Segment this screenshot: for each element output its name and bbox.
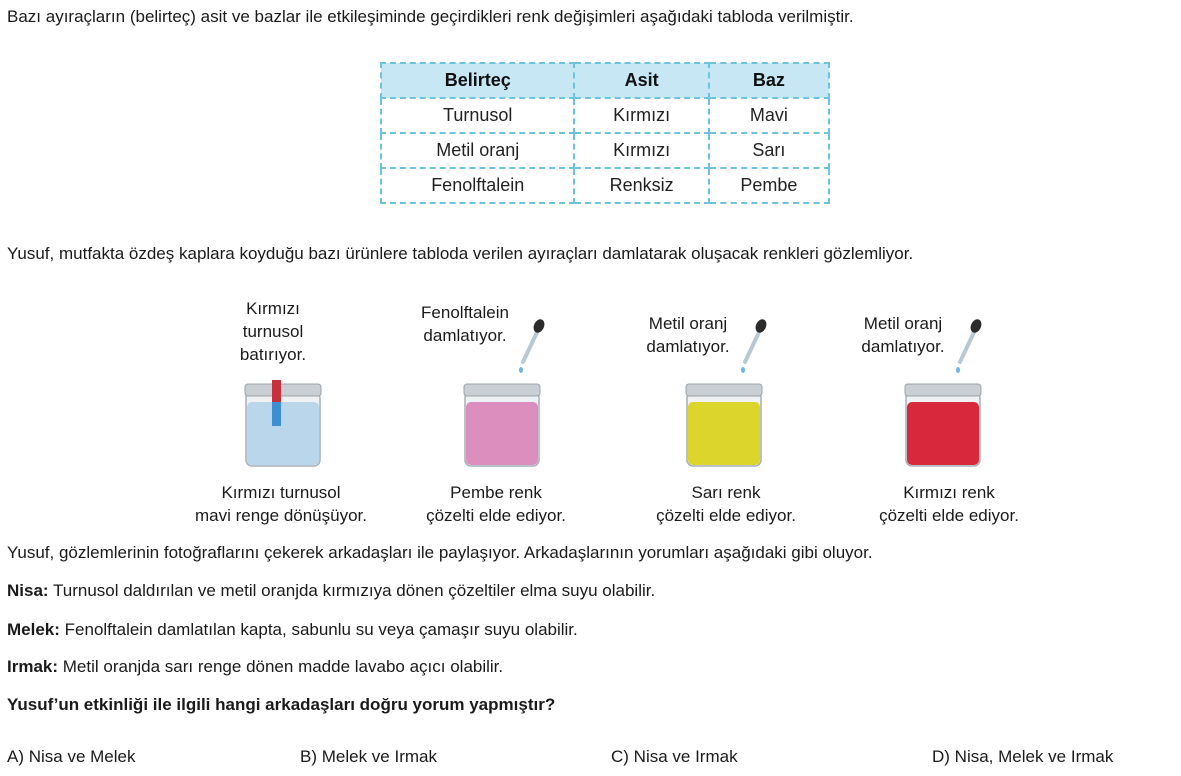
caption-line: Kırmızı renk	[903, 483, 995, 502]
litmus-paper-wet	[272, 402, 281, 426]
beaker-pink	[462, 378, 542, 470]
table-row	[381, 168, 829, 203]
caption-line: mavi renge dönüşüyor.	[195, 506, 367, 525]
figure-1-bottom-caption	[170, 481, 392, 527]
figure-3-top-caption	[632, 312, 744, 358]
beaker-rim	[686, 384, 762, 396]
indicator-table	[380, 62, 830, 204]
figure-4-bottom-caption	[846, 481, 1052, 527]
table-cell: Fenolftalein	[381, 168, 574, 203]
caption-line: damlatıyor.	[646, 337, 730, 356]
figure-2-top-caption	[405, 301, 525, 347]
table-cell: Kırmızı	[574, 98, 708, 133]
comment-melek	[7, 619, 578, 641]
comment-body: Turnusol daldırılan ve metil oranjda kırmızıya dönen çözeltiler elma suyu olabilir.	[48, 581, 656, 600]
table-row	[381, 98, 829, 133]
caption-line: turnusol	[242, 322, 304, 341]
beaker-litmus	[243, 378, 323, 470]
intro-text: Bazı ayıraçların (belirteç) asit ve bazlar ile etkileşiminde geçirdikleri renk değişimleri aşağıdaki tabloda verilmiştir.	[7, 7, 854, 26]
beaker-rim	[464, 384, 540, 396]
header-acid: Asit	[574, 63, 708, 98]
caption-line: Pembe renk	[450, 483, 542, 502]
caption-line: çözelti elde ediyor.	[656, 506, 796, 525]
comment-author: Nisa:	[7, 581, 49, 600]
option-b[interactable]: B) Melek ve Irmak	[300, 747, 437, 766]
comment-author: Melek:	[7, 620, 60, 639]
activity-text: Yusuf, mutfakta özdeş kaplara koyduğu bazı ürünlere tabloda verilen ayıraçları damlatarak oluşacak renkleri gözlemliyor.	[7, 244, 914, 263]
comment-irmak	[7, 656, 503, 678]
litmus-paper-dry	[272, 380, 281, 402]
caption-line: Kırmızı	[246, 299, 300, 318]
caption-line: Metil oranj	[648, 314, 728, 333]
caption-line: damlatıyor.	[423, 326, 507, 345]
table-cell: Kırmızı	[574, 133, 708, 168]
header-indicator: Belirteç	[381, 63, 574, 98]
table-cell: Mavi	[709, 98, 829, 133]
comment-nisa	[7, 580, 655, 602]
beaker-liquid	[247, 402, 319, 465]
caption-line: çözelti elde ediyor.	[426, 506, 566, 525]
table-header-row	[381, 63, 829, 98]
caption-line: damlatıyor.	[861, 337, 945, 356]
caption-line: Metil oranj	[863, 314, 943, 333]
table-cell: Pembe	[709, 168, 829, 203]
beaker-rim	[905, 384, 981, 396]
table-cell: Metil oranj	[381, 133, 574, 168]
caption-line: Kırmızı turnusol	[221, 483, 341, 502]
caption-line: çözelti elde ediyor.	[879, 506, 1019, 525]
table-cell: Turnusol	[381, 98, 574, 133]
table-row	[381, 133, 829, 168]
question-text: Yusuf’un etkinliği ile ilgili hangi arkadaşları doğru yorum yapmıştır?	[7, 695, 556, 714]
table-cell: Renksiz	[574, 168, 708, 203]
figure-3-bottom-caption	[628, 481, 824, 527]
table-cell: Sarı	[709, 133, 829, 168]
comment-author: Irmak:	[7, 657, 59, 676]
dropper-icon	[952, 318, 982, 378]
comment-body: Metil oranjda sarı renge dönen madde lavabo açıcı olabilir.	[58, 657, 504, 676]
caption-line: Sarı renk	[691, 483, 761, 502]
beaker-red	[903, 378, 983, 470]
beaker-rim	[245, 384, 321, 396]
figure-4-top-caption	[847, 312, 959, 358]
beaker-liquid	[466, 402, 538, 465]
figure-2-bottom-caption	[398, 481, 594, 527]
option-c[interactable]: C) Nisa ve Irmak	[611, 747, 738, 766]
beaker-yellow	[684, 378, 764, 470]
comment-body: Fenolftalein damlatılan kapta, sabunlu su veya çamaşır suyu olabilir.	[59, 620, 578, 639]
share-text: Yusuf, gözlemlerinin fotoğraflarını çekerek arkadaşları ile paylaşıyor. Arkadaşlarının yorumları aşağıdaki gibi oluyor.	[7, 543, 873, 562]
caption-line: batırıyor.	[239, 345, 307, 364]
figure-1-top-caption	[210, 297, 336, 366]
beaker-liquid	[688, 402, 760, 465]
option-a[interactable]: A) Nisa ve Melek	[7, 747, 136, 766]
header-base: Baz	[709, 63, 829, 98]
dropper-icon	[737, 318, 767, 378]
dropper-icon	[515, 318, 545, 378]
option-d[interactable]: D) Nisa, Melek ve Irmak	[932, 747, 1114, 766]
caption-line: Fenolftalein	[421, 303, 509, 322]
beaker-liquid	[907, 402, 979, 465]
